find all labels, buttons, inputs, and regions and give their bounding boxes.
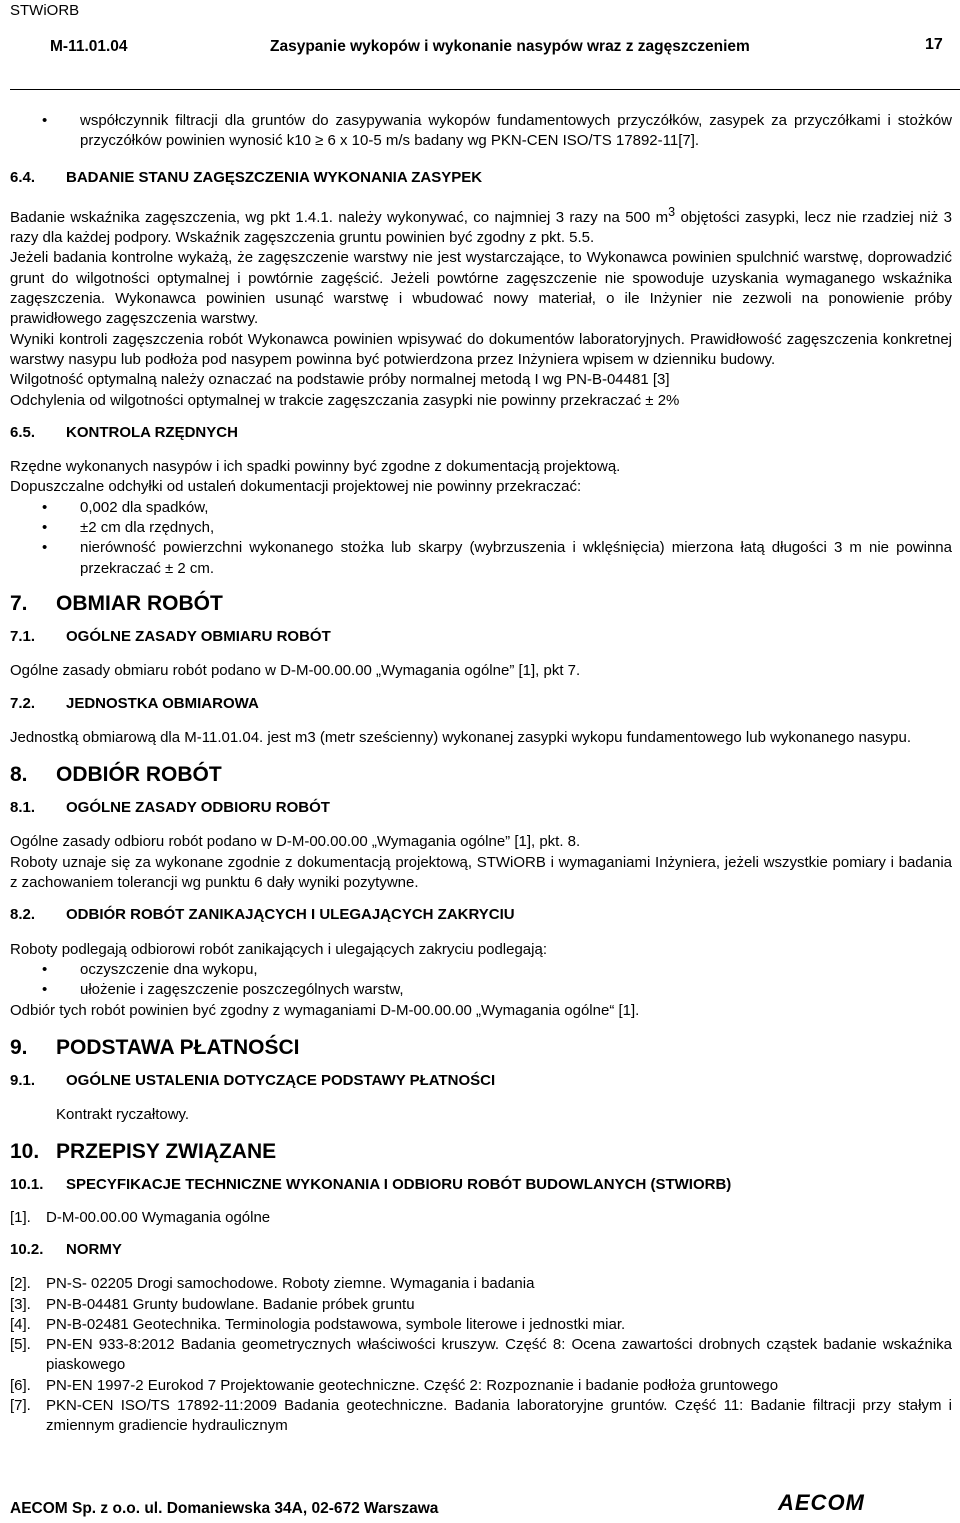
bullet-icon: •	[42, 498, 48, 516]
paragraph: Dopuszczalne odchyłki od ustaleń dokumentacji projektowej nie powinny przekraczać:	[10, 478, 582, 496]
reference-item: [2]. PN-S- 02205 Drogi samochodowe. Roboty ziemne. Wymagania i badania	[10, 1275, 535, 1293]
section-10-1-heading: 10.1. SPECYFIKACJE TECHNICZNE WYKONANIA I ODBIORU ROBÓT BUDOWLANYCH (STWIORB)	[10, 1176, 732, 1194]
section-8-heading: 8. ODBIÓR ROBÓT	[10, 763, 222, 787]
list-item: • oczyszczenie dna wykopu,	[10, 960, 952, 980]
paragraph: Odbiór tych robót powinien być zgodny z wymaganiami D-M-00.00.00 „Wymagania ogólne“ [1].	[10, 1001, 640, 1019]
section-7-1-heading: 7.1. OGÓLNE ZASADY OBMIARU ROBÓT	[10, 627, 331, 645]
list-item: • ułożenie i zagęszczenie poszczególnych warstw,	[10, 980, 952, 1000]
header-divider	[10, 89, 960, 90]
paragraph: Ogólne zasady odbioru robót podano w D-M-00.00.00 „Wymagania ogólne” [1], pkt. 8.	[10, 833, 581, 851]
tolerance-list	[10, 498, 952, 579]
paragraph: Ogólne zasady obmiaru robót podano w D-M-00.00.00 „Wymagania ogólne” [1], pkt 7.	[10, 662, 581, 680]
bullet-icon: •	[42, 539, 48, 557]
paragraph: Kontrakt ryczałtowy.	[56, 1106, 190, 1124]
section-6-5-heading: 6.5. KONTROLA RZĘDNYCH	[10, 423, 238, 441]
document-body	[10, 111, 952, 1437]
paragraph: Jeżeli badania kontrolne wykażą, że zagęszczenie warstwy nie jest wystarczające, to Wykonawca powinien spulchnić warstwę, doprowadzić grunt do wilgotności optymalnej i powtórnie zagęścić. Jeżeli powtórne zagęszczenie nie spowoduje uzyskania wymaganego wskaźnika zagęszczenia. Wykonawca powinien usunąć warstwę i wbudować nowy materiał, o ile Inżynier nie zezwoli na ponowienie próby prawidłowego zagęszczenia warstwy.	[10, 249, 952, 328]
paragraph: Wyniki kontroli zagęszczenia robót Wykonawca powinien wpisywać do dokumentów laboratoryjnych. Prawidłowość zagęszczenia konkretnej warstwy nasypu lub podłoża pod nasypem powinna być potwierdzona przez Inżyniera wpisem w dzienniku budowy.	[10, 330, 952, 368]
reference-item: [1]. D-M-00.00.00 Wymagania ogólne	[10, 1208, 271, 1226]
spec-title: Zasypanie wykopów i wykonanie nasypów wraz z zagęszczeniem	[270, 38, 750, 55]
section-8-1-heading: 8.1. OGÓLNE ZASADY ODBIORU ROBÓT	[10, 799, 330, 817]
reference-item: [3]. PN-B-04481 Grunty budowlane. Badanie próbek gruntu	[10, 1295, 415, 1313]
bullet-icon: •	[42, 960, 48, 978]
section-9-1-heading: 9.1. OGÓLNE USTALENIA DOTYCZĄCE PODSTAWY PŁATNOŚCI	[10, 1071, 496, 1089]
list-item: • współczynnik filtracji dla gruntów do zasypywania wykopów fundamentowych przyczółków, zasypek za przyczółkami i stożków przyczółków powinien wynosić k10 ≥ 6 x 10-5 m/s badany wg PKN-CEN ISO/TS 17892-11[7].	[42, 112, 952, 150]
section-10-heading: 10. PRZEPISY ZWIĄZANE	[10, 1140, 277, 1164]
intro-bullet-list	[10, 111, 952, 152]
aecom-logo: AECOM	[778, 1490, 865, 1515]
paragraph: Roboty uznaje się za wykonane zgodnie z dokumentacją projektową, STWiORB i wymaganiami Inżyniera, jeżeli wszystkie pomiary i badania z zachowaniem tolerancji wg punktu 6 dały wyniki pozytywne.	[10, 853, 952, 892]
section-8-2-heading: 8.2. ODBIÓR ROBÓT ZANIKAJĄCYCH I ULEGAJĄCYCH ZAKRYCIU	[10, 906, 515, 924]
reference-item: [6]. PN-EN 1997-2 Eurokod 7 Projektowanie geotechniczne. Część 2: Rozpoznanie i badanie podłoża gruntowego	[10, 1376, 779, 1394]
list-item: • ±2 cm dla rzędnych,	[10, 518, 952, 538]
section-7-2-heading: 7.2. JEDNOSTKA OBMIAROWA	[10, 694, 259, 712]
reference-item: [4]. PN-B-02481 Geotechnika. Terminologia podstawowa, symbole literowe i jednostki miar.	[10, 1315, 626, 1333]
bullet-icon: •	[42, 981, 48, 999]
section-6-4-heading: 6.4. BADANIE STANU ZAGĘSZCZENIA WYKONANIA ZASYPEK	[10, 168, 483, 186]
standards-list	[10, 1274, 952, 1436]
page-number: 17	[925, 36, 943, 53]
list-item: • 0,002 dla spadków,	[10, 498, 952, 518]
page-footer: AECOM Sp. z o.o. ul. Domaniewska 34A, 02-672 Warszawa	[10, 1500, 439, 1517]
spec-code: M-11.01.04	[50, 38, 128, 55]
bullet-icon: •	[42, 112, 48, 129]
paragraph: Roboty podlegają odbiorowi robót zanikających i ulegających zakryciu podlegają:	[10, 940, 547, 958]
acceptance-list	[10, 960, 952, 1001]
organization-label: STWiORB	[10, 2, 80, 19]
section-7-heading: 7. OBMIAR ROBÓT	[10, 591, 223, 615]
paragraph: Badanie wskaźnika zagęszczenia, wg pkt 1.4.1. należy wykonywać, co najmniej 3 razy na 500 $m^3$ objętości zasypki, lecz nie rzadziej niż 3 razy dla każdej podpory. Wskaźnik zagęszczenia gruntu powinien być zgodny z pkt. 5.5.	[10, 204, 952, 247]
list-item: • nierówność powierzchni wykonanego stożka lub skarpy (wybrzuszenia i wklęśnięcia) mierzona łatą długości 3 m nie powinna przekraczać ± 2 cm.	[42, 539, 952, 577]
section-9-heading: 9. PODSTAWA PŁATNOŚCI	[10, 1035, 300, 1059]
section-10-2-heading: 10.2. NORMY	[10, 1240, 122, 1258]
paragraph: Jednostką obmiarową dla M-11.01.04. jest m3 (metr sześcienny) wykonanej zasypki wykopu fundamentowego lub wykonanego nasypu.	[10, 728, 912, 746]
reference-item: [7]. PKN-CEN ISO/TS 17892-11:2009 Badania geotechniczne. Badania laboratoryjne gruntów. Część 11: Badanie filtracji przy stałym i zmiennym gradiencie hydraulicznym	[10, 1397, 952, 1435]
paragraph: Rzędne wykonanych nasypów i ich spadki powinny być zgodne z dokumentacją projektową.	[10, 458, 621, 476]
paragraph: Wilgotność optymalną należy oznaczać na podstawie próby normalnej metodą I wg PN-B-04481 [3]	[10, 371, 670, 389]
reference-item: [5]. PN-EN 933-8:2012 Badania geometrycznych właściwości kruszyw. Część 8: Ocena zawartości drobnych cząstek badanie wskaźnika piaskowego	[10, 1336, 952, 1374]
paragraph: Odchylenia od wilgotności optymalnej w trakcie zagęszczania zasypki nie powinny przekraczać ± 2%	[10, 391, 680, 409]
bullet-icon: •	[42, 519, 48, 537]
